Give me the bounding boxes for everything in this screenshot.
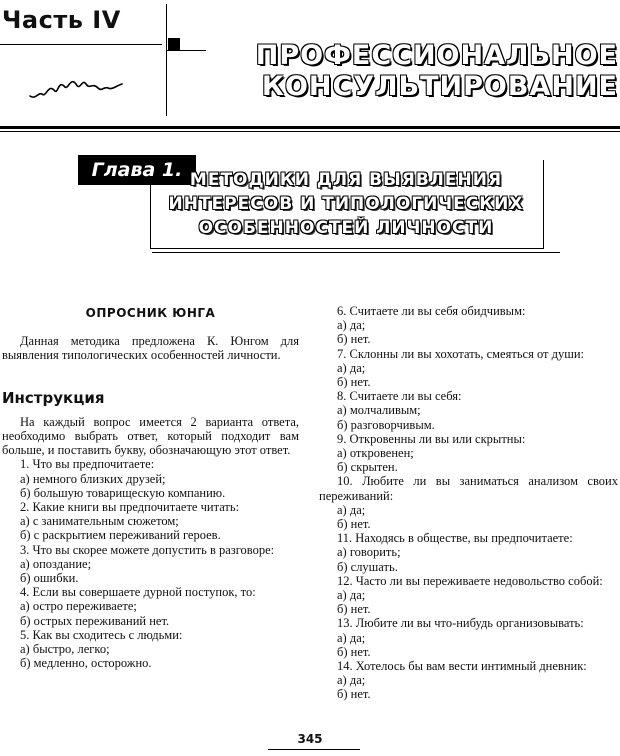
right-column: [319, 304, 618, 702]
instructions-heading: Инструкция: [2, 388, 105, 407]
answer-b: б) медленно, осторожно.: [20, 656, 152, 671]
question-text: 4. Если вы совершаете дурной поступок, то:: [20, 585, 256, 600]
page-number: 345: [297, 732, 323, 746]
header-thick-rule: [0, 126, 620, 129]
part-title: ПРОФЕССИОНАЛЬНОЕ КОНСУЛЬТИРОВАНИЕ: [255, 40, 618, 102]
question-text: 5. Как вы сходитесь с людьми:: [20, 627, 183, 642]
question-text: 6. Считаете ли вы себя обидчивым:: [337, 304, 526, 318]
answer-b: б) нет.: [337, 687, 371, 702]
answer-a: а) быстро, легко;: [20, 642, 110, 657]
question-text: 14. Хотелось бы вам вести интимный дневник:: [337, 659, 587, 674]
squiggle-ornament: [28, 70, 128, 108]
answer-a: а) да;: [337, 673, 366, 688]
answer-a: а) откровенен;: [337, 446, 414, 461]
question-text: 2. Какие книги вы предпочитаете читать:: [20, 500, 240, 515]
part-label: Часть IV: [2, 6, 121, 34]
chapter-title: МЕТОДИКИ ДЛЯ ВЫЯВЛЕНИЯ ИНТЕРЕСОВ И ТИПОЛОГИЧЕСКИХ ОСОБЕННОСТЕЙ ЛИЧНОСТИ: [168, 170, 524, 238]
answer-a: а) да;: [337, 630, 366, 645]
question-item: [319, 432, 618, 475]
instructions-text: На каждый вопрос имеется 2 варианта ответа, необходимо выбрать ответ, который подходит вам больше, и поставить букву, обозначающую этот ответ.: [2, 414, 299, 458]
answer-a: а) да;: [337, 588, 366, 603]
question-item: [2, 500, 299, 543]
question-text: 12. Часто ли вы переживаете недовольство собой:: [337, 573, 603, 588]
answer-a: а) молчаливым;: [337, 403, 421, 418]
section-intro: Данная методика предложена К. Юнгом для выявления типологических особенностей личности.: [2, 334, 299, 363]
chapter-frame-shadow: [152, 252, 560, 253]
section-heading: ОПРОСНИК ЮНГА: [85, 306, 216, 320]
answer-a: а) да;: [337, 318, 366, 333]
header-square-ornament: [168, 38, 180, 50]
question-text: 11. Находясь в обществе, вы предпочитаете:: [337, 531, 573, 546]
question-item: [319, 474, 618, 531]
question-text: 13. Любите ли вы что-нибудь организовывать:: [337, 616, 584, 631]
answer-b: б) разговорчивым.: [337, 417, 435, 432]
question-item: [319, 304, 618, 347]
question-text: 9. Откровенны ли вы или скрытны:: [337, 431, 526, 446]
question-item: [319, 347, 618, 390]
answer-b: б) скрытен.: [337, 460, 398, 475]
question-item: [319, 574, 618, 617]
answer-b: б) с раскрытием переживаний героев.: [20, 528, 221, 543]
answer-b: б) большую товарищескую компанию.: [20, 485, 226, 500]
answer-b: б) слушать.: [337, 559, 398, 574]
question-item: [2, 457, 299, 500]
answer-b: б) нет.: [337, 517, 371, 532]
answer-a: а) говорить;: [337, 545, 401, 560]
question-text: 7. Склонны ли вы хохотать, смеяться от души:: [337, 346, 585, 361]
answer-a: а) опоздание;: [20, 556, 92, 571]
question-item: [2, 628, 299, 671]
question-text: 10. Любите ли вы заниматься анализом своих переживаний:: [319, 474, 618, 503]
question-item: [2, 543, 299, 586]
question-item: [319, 531, 618, 574]
header-vertical-rule: [166, 4, 167, 116]
question-text: 1. Что вы предпочитаете:: [20, 457, 155, 472]
part-underline: [0, 44, 162, 45]
answer-a: а) да;: [337, 360, 366, 375]
question-item: [319, 659, 618, 702]
answer-a: а) с занимательным сюжетом;: [20, 514, 179, 529]
question-item: [319, 616, 618, 659]
answer-b: б) ошибки.: [20, 571, 79, 586]
answer-a: а) остро переживаете;: [20, 599, 137, 614]
question-item: [2, 585, 299, 628]
answer-b: б) острых переживаний нет.: [20, 613, 170, 628]
question-text: 3. Что вы скорее можете допустить в разговоре:: [20, 542, 275, 557]
question-item: [319, 389, 618, 432]
question-text: 8. Считаете ли вы себя:: [337, 389, 462, 404]
page-number-rule: [268, 749, 360, 750]
chapter-label: Глава 1.: [78, 155, 196, 185]
answer-b: б) нет.: [337, 375, 371, 390]
answer-a: а) немного близких друзей;: [20, 471, 166, 486]
answer-a: а) да;: [337, 502, 366, 517]
left-column: [2, 304, 299, 670]
header-short-rule: [166, 50, 206, 51]
answer-b: б) нет.: [337, 332, 371, 347]
header-thin-rule: [0, 131, 620, 132]
answer-b: б) нет.: [337, 602, 371, 617]
answer-b: б) нет.: [337, 644, 371, 659]
